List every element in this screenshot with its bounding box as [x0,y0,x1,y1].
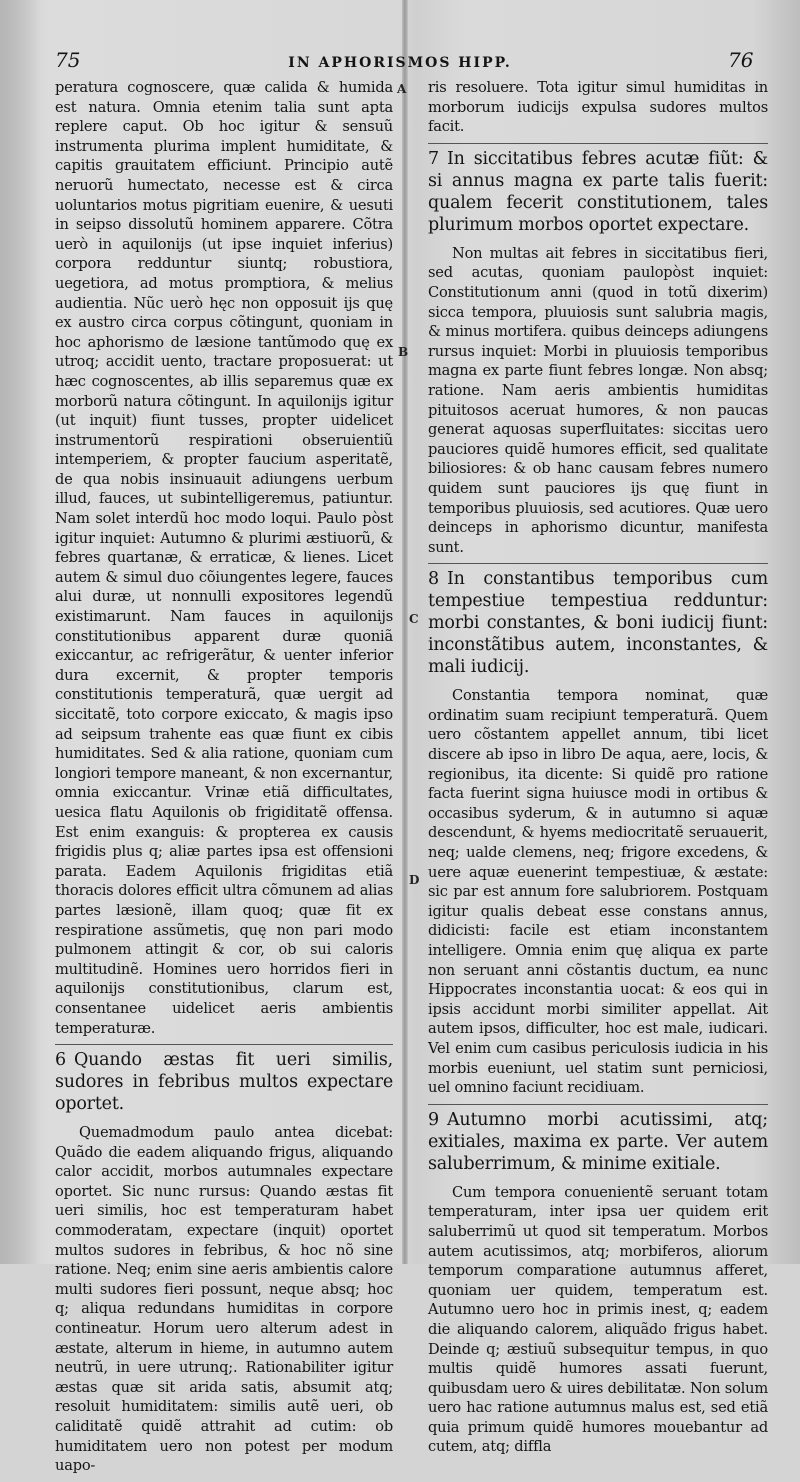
aphorism-6-text: Quando æstas fit ueri similis, sudores in febribus multos expectare oportet. [55,1050,393,1115]
left-paragraph-2: Quemadmodum paulo antea dicebat: Quãdo die eadem aliquando frigus, aliquando calor accidit, morbos autumnales expectare oportet. Sic nunc rursus: Quando æstas fit ueri similis, hoc est temperaturam habet commoderatam, expectare (inquit) oportet multos sudores in febribus, & hoc nõ sine ratione. Neq; enim sine aeris ambientis calore multi sudores fieri possunt, neque absq; hoc q; aliqua redundans humiditas in corpore contineatur. Horum uero alterum adest in æstate, alterum in hieme, in autumno autem neutrũ, in uere utrunq;. Rationabiliter igitur æstas quæ sit arida satis, absumit atq; resoluit humiditatem: similis autẽ ueri, ob caliditatẽ quidẽ attrahit ad cutim: ob humiditatem uero non potest per modum uapo- [55,1124,393,1475]
left-paragraph-1: peratura cognoscere, quæ calida & humida est natura. Omnia etenim talia sunt apta replere caput. Ob hoc igitur & sensuũ instrumenta plurima implent humiditate, & capitis grauitatem efficiunt. Principio autẽ neruorũ humectato, necesse est & circa uoluntarios motus pigritiam euenire, & uesuti in seipso dissolutũ hominem apparere. Cõtra uerò in aquilonijs (ut ipse inquiet inferius) corpora redduntur siuntq; robustiora, uegetiora, ad motus promptiora, & melius audientia. Nũc uerò hęc non opposuit ijs quę ex austro circa corpus cõtingunt, quoniam in hoc aphorismo de læsione tantũmodo quę ex utroq; accidit uento, tractare proposuerat: ut hæc cognoscentes, ab illis separemus quæ ex morborũ natura cõtingunt. In aquilonijs igitur (ut inquit) fiunt tusses, propter uidelicet instrumentorũ respirationi obseruientiũ intemperiem, & propter faucium asperitatẽ, de qua nobis insinuauit adiungens uerbum illud, fauces, ut subintelligeremus, patiuntur. Nam solet interdũ hoc modo loqui. Paulo pòst igitur inquiet: Autumno & plurimi æstiuorũ, & febres quartanæ, & erraticæ, & lienes. Licet autem & simul duo cõiungentes legere, fauces alui duræ, ut nonnulli expositores legendũ existimarunt. Nam fauces in aquilonijs constitutionibus apparent duræ quoniã exiccantur, ac refrigerãtur, & uenter inferior dura excernit, & propter temporis constitutionis temperaturã, quæ uergit ad siccitatẽ, toto corpore exiccato, & magis ipso ad seipsum trahente eas quæ fiunt ex cibis humiditates. Sed & alia ratione, quoniam cum longiori tempore maneant, & non excernantur, omnia exiccantur. Vrinæ etiã difficultates, uesica flatu Aquilonis ob frigiditatẽ offensa. Est enim exanguis: & propterea ex causis frigidis plus q; aliæ partes ipsa est offensioni parata. Eadem Aquilonis frigiditas etiã thoracis dolores efficit ultra cõmunem ad alias partes læsionẽ, illam quoq; quæ fit ex respiratione assũmetis, quę non pari modo pulmonem attingit & cor, ob sui caloris multitudinẽ. Homines uero horridos fieri in aquilonijs constitutionibus, clarum est, consentanee uidelicet aeris ambientis temperaturæ. [55,79,393,1037]
running-head: IN APHORISMOS HIPP. [288,55,512,71]
aphorism-8-number: 8 [428,569,439,590]
margin-letter-a: A [397,82,407,96]
aphorism-9-text: Autumno morbi acutissimi, atq; exitiales, maxima ex parte. Ver autem saluberrimum, & minime exitiale. [428,1109,768,1174]
page-edge-shadow [0,0,40,1264]
margin-letter-c: C [409,612,419,626]
aphorism-6-number: 6 [55,1050,66,1071]
folio-left: 75 [55,48,81,72]
aphorism-6 [55,1044,393,1115]
aphorism-9 [428,1104,768,1175]
aphorism-7 [428,143,768,236]
aphorism-8 [428,563,768,678]
aphorism-7-number: 7 [428,148,439,169]
aphorism-7-text: In siccitatibus febres acutæ fiũt: & si annus magna ex parte talis fuerit: qualem fecerit constitutionem, tales plurimum morbos oportet expectare. [428,148,768,235]
right-paragraph-3: Constantia tempora nominat, quæ ordinatim suam recipiunt temperaturã. Quem uero cõstantem appellet annum, tibi licet discere ab ipso in libro De aqua, aere, locis, & regionibus, ita dicente: Si quidẽ pro ratione facta fuerint signa huiusce modi in ortibus & occasibus syderum, & in autumno si aquæ descendunt, & hyems mediocritatẽ seruauerit, neq; ualde clemens, neq; frigore excedens, & uere aquæ euenerint tempestiuæ, & æstate: sic par est annum fore salubriorem. Postquam igitur qualis debeat esse constans annus, didicisti: facile est etiam inconstantem intelligere. Omnia enim quę aliqua ex parte non seruant anni cõstantis ductum, ea nunc Hippocrates inconstantia uocat: & eos qui in ipsis accidunt morbi similiter appellat. Ait autem ipsos, difficulter, hoc est male, iudicari. Vel enim cum casibus periculosis iudicia in his morbis eueniunt, uel statim sunt perniciosi, uel omnino faciunt recidiuam. [428,687,768,1097]
aphorism-9-number: 9 [428,1109,439,1130]
margin-letter-d: D [409,873,420,887]
left-column [55,78,393,1482]
page-gutter [402,0,408,1264]
folio-right: 76 [728,48,754,72]
right-paragraph-1: ris resoluere. Tota igitur simul humiditas in morborum iudicijs expulsa sudores multos facit. [428,79,768,136]
right-column [428,78,768,1463]
aphorism-8-text: In constantibus temporibus cum tempestiue tempestiua redduntur: morbi constantes, & boni iudicij fiunt: inconstãtibus autem, inconstantes, & mali iudicij. [428,569,768,678]
margin-letter-b: B [398,345,409,359]
right-paragraph-2: Non multas ait febres in siccitatibus fieri, sed acutas, quoniam paulopòst inquiet: Constitutionum anni (quod in totũ dixerim) sicca tempora, pluuiosis sunt salubria magis, & minus mortifera. quibus deinceps adiungens rursus inquiet: Morbi in pluuiosis temporibus magna ex parte fiunt febres longæ. Non absq; ratione. Nam aeris ambientis humiditas pituitosos aceruat humores, & non paucas generat aquosas superfluitates: siccitas uero pauciores quidẽ humores efficit, sed qualitate biliosiores: & ob hanc causam febres numero quidem sunt pauciores ijs quę fiunt in temporibus pluuiosis, sed acutiores. Quæ uero deinceps in aphorismo dicuntur, manifesta sunt. [428,244,768,556]
right-paragraph-4: Cum tempora conuenientẽ seruant totam temperaturam, inter ipsa uer quidem erit saluberrimũ ut quod sit temperatum. Morbos autem acutissimos, atq; morbiferos, aliorum temporum comparatione autumnus afferet, quoniam uer quidem, temperatum est. Autumno uero hoc in primis inest, q; eadem die aliquando calorem, aliquãdo frigus habet. Deinde q; æstiuũ subsequitur tempus, in quo multis quidẽ humores assati fuerunt, quibusdam uero & uires debilitatæ. Non solum uero hac ratione autumnus malus est, sed etiã quia primum quidẽ humores mouebantur ad cutem, atq; diffla [428,1183,768,1456]
